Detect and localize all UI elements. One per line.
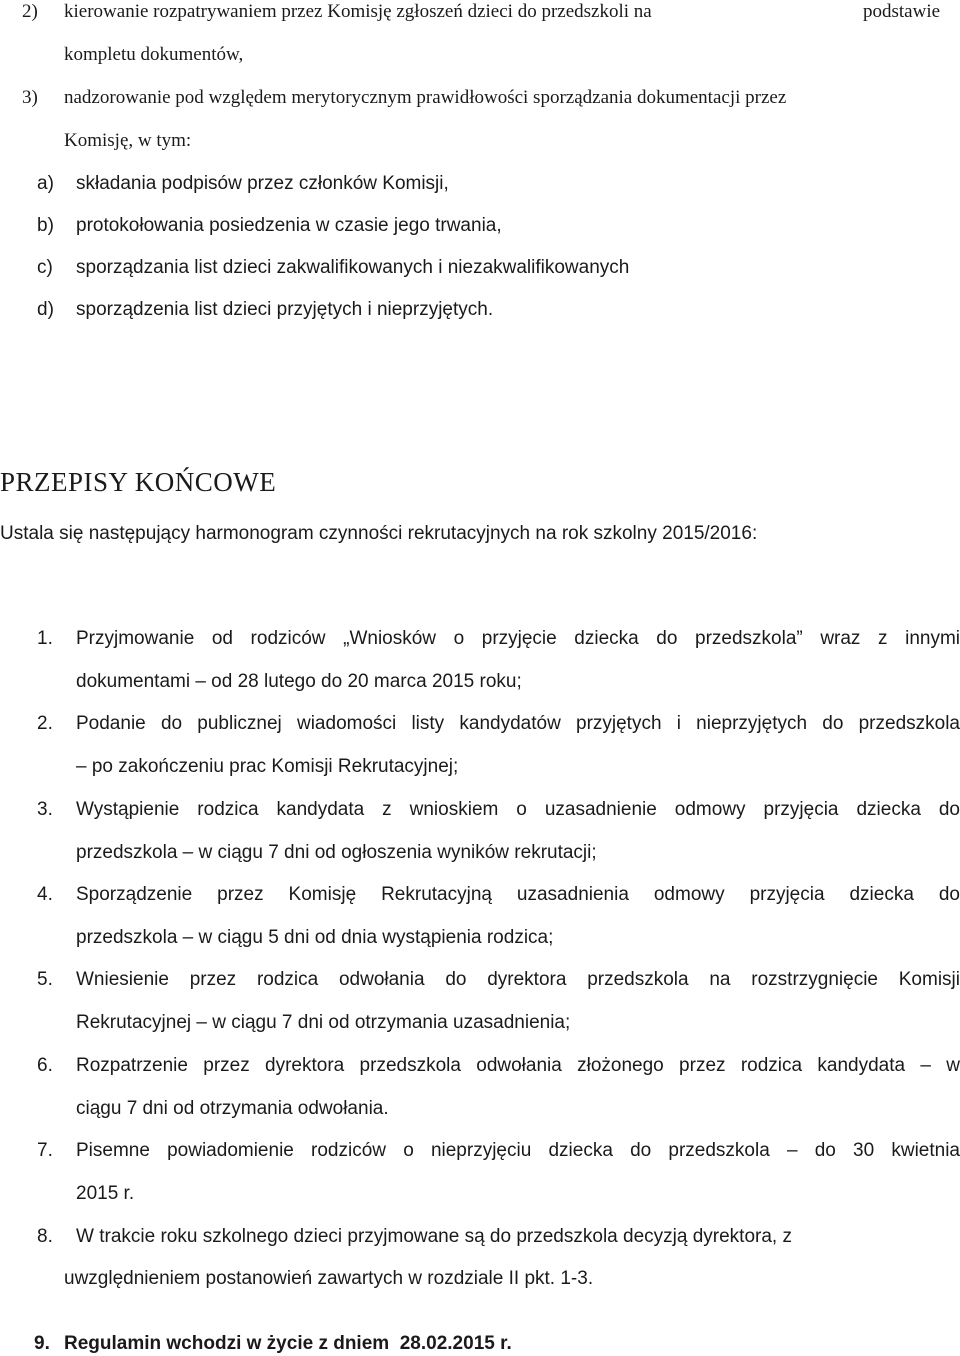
list-item-text-end: podstawie xyxy=(863,1,941,22)
list-item-text: kierowanie rozpatrywaniem przez Komisję zgłoszeń dzieci do przedszkoli na xyxy=(64,1,652,22)
sublist-letter: c) xyxy=(37,257,53,278)
schedule-item-text: Rekrutacyjnej – w ciągu 7 dni od otrzymania uzasadnienia; xyxy=(76,1012,571,1033)
schedule-item-text: dokumentami – od 28 lutego do 20 marca 2015 roku; xyxy=(76,671,522,692)
list-item-text: kompletu dokumentów, xyxy=(64,44,244,65)
schedule-item-text: W trakcie roku szkolnego dzieci przyjmowane są do przedszkola decyzją dyrektora, z xyxy=(76,1226,792,1247)
schedule-number: 2. xyxy=(37,713,53,734)
schedule-item-line: Sporządzenie przez Komisję Rekrutacyjną uzasadnienia odmowy przyjęcia dziecka do xyxy=(76,884,960,905)
sublist-text: sporządzenia list dzieci przyjętych i nieprzyjętych. xyxy=(76,299,494,320)
schedule-item-line: Przyjmowanie od rodziców „Wniosków o przyjęcie dziecka do przedszkola” wraz z innymi xyxy=(76,628,960,649)
schedule-item-text xyxy=(76,1139,960,1163)
sublist-letter: d) xyxy=(37,299,54,320)
schedule-item-text xyxy=(76,883,960,907)
schedule-item-text xyxy=(76,627,960,651)
schedule-number: 4. xyxy=(37,884,53,905)
schedule-item-line: Wniesienie przez rodzica odwołania do dyrektora przedszkola na rozstrzygnięcie Komisji xyxy=(76,969,960,990)
list-item-text: Komisję, w tym: xyxy=(64,130,192,151)
schedule-item-line: Wystąpienie rodzica kandydata z wnioskiem o uzasadnienie odmowy przyjęcia dziecka do xyxy=(76,799,960,820)
schedule-number: 7. xyxy=(37,1140,53,1161)
schedule-item-text: przedszkola – w ciągu 5 dni od dnia wystąpienia rodzica; xyxy=(76,927,554,948)
schedule-item-line: Rozpatrzenie przez dyrektora przedszkola odwołania złożonego przez rodzica kandydata – w xyxy=(76,1055,960,1076)
schedule-item-text xyxy=(76,712,960,736)
schedule-number: 1. xyxy=(37,628,53,649)
schedule-item-line: Pisemne powiadomienie rodziców o nieprzyjęciu dziecka do przedszkola – do 30 kwietnia xyxy=(76,1140,960,1161)
schedule-item-text xyxy=(76,798,960,822)
schedule-item-text xyxy=(76,1054,960,1078)
schedule-item-line: Podanie do publicznej wiadomości listy kandydatów przyjętych i nieprzyjętych do przedszkola xyxy=(76,713,960,734)
schedule-item-text xyxy=(76,968,960,992)
schedule-number: 5. xyxy=(37,969,53,990)
sublist-text: protokołowania posiedzenia w czasie jego trwania, xyxy=(76,215,502,236)
schedule-item-text: uwzględnieniem postanowień zawartych w rozdziale II pkt. 1-3. xyxy=(64,1268,594,1289)
sublist-letter: b) xyxy=(37,215,54,236)
section-intro: Ustala się następujący harmonogram czynności rekrutacyjnych na rok szkolny 2015/2016: xyxy=(0,523,758,544)
schedule-item-text: przedszkola – w ciągu 7 dni od ogłoszenia wyników rekrutacji; xyxy=(76,842,597,863)
list-number: 3) xyxy=(22,87,38,108)
final-number: 9. xyxy=(34,1333,50,1354)
list-number: 2) xyxy=(22,1,38,22)
schedule-number: 6. xyxy=(37,1055,53,1076)
schedule-item-text: 2015 r. xyxy=(76,1183,135,1204)
schedule-number: 8. xyxy=(37,1226,53,1247)
list-item-text: nadzorowanie pod względem merytorycznym prawidłowości sporządzania dokumentacji przez xyxy=(64,87,787,108)
schedule-item-text: ciągu 7 dni od otrzymania odwołania. xyxy=(76,1098,389,1119)
final-statement: Regulamin wchodzi w życie z dniem 28.02.2015 r. xyxy=(64,1333,512,1354)
section-heading: PRZEPISY KOŃCOWE xyxy=(0,467,277,497)
schedule-number: 3. xyxy=(37,799,53,820)
sublist-text: składania podpisów przez członków Komisji, xyxy=(76,173,449,194)
sublist-letter: a) xyxy=(37,173,54,194)
sublist-text: sporządzania list dzieci zakwalifikowanych i niezakwalifikowanych xyxy=(76,257,630,278)
schedule-item-text: – po zakończeniu prac Komisji Rekrutacyjnej; xyxy=(76,756,459,777)
